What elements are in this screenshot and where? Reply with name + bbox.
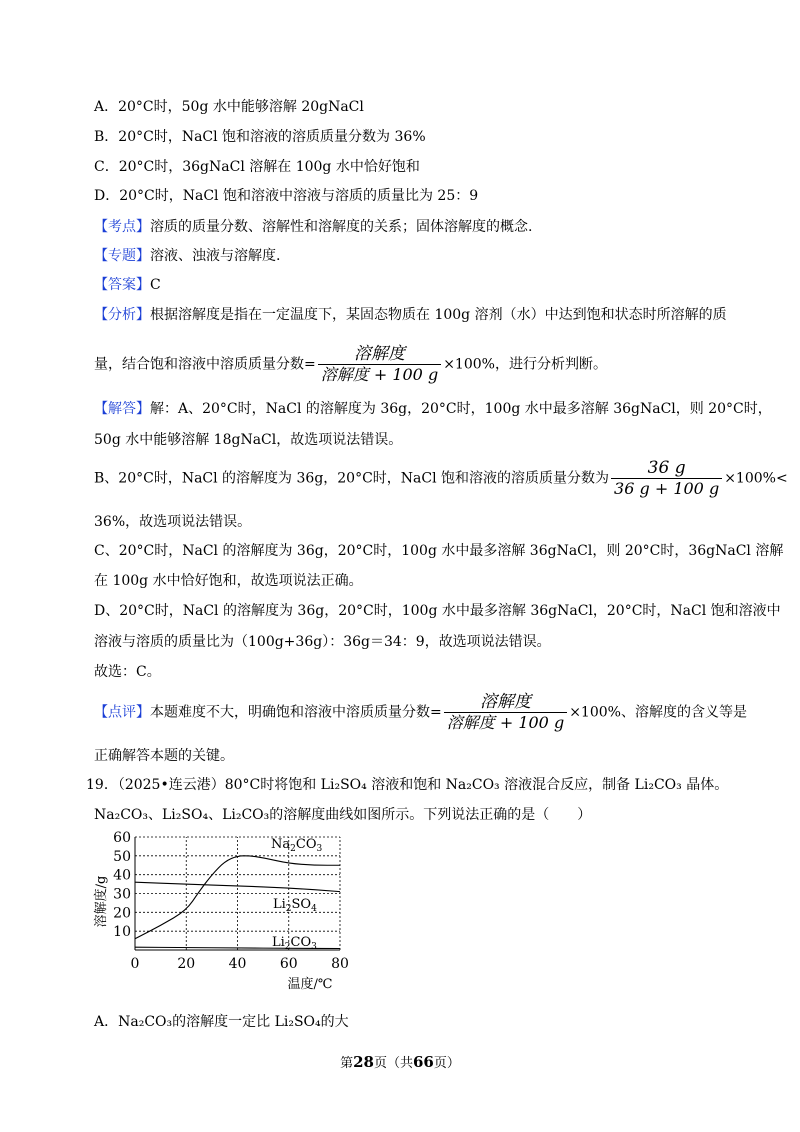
fenxi-line2 [94, 344, 607, 385]
x-tick-label: 0 [130, 956, 140, 972]
dianping-frac-den: 溶解度 + 100 g [446, 713, 565, 732]
zhuanti-text: 溶液、浊液与溶解度. [150, 248, 281, 264]
jieda-tag: 【解答】 [94, 401, 150, 417]
jieda-line2: 50g 水中能够溶解 18gNaCl，故选项说法错误。 [94, 432, 403, 448]
li2so4-label: $Li_2SO_4$ [273, 897, 317, 914]
y-tick-label: 10 [113, 924, 131, 941]
dianping-post: ×100%、溶解度的含义等是 [569, 704, 747, 721]
footer-post: 页） [433, 1056, 460, 1071]
x-tick-label: 60 [279, 956, 298, 972]
option-d-prev: D．20°C时，NaCl 饱和溶液中溶液与溶质的质量比为 25：9 [94, 188, 479, 204]
dianping-tag: 【点评】 [94, 704, 150, 721]
dianping-line2: 正确解答本题的关键。 [94, 748, 234, 764]
fenxi-text1: 根据溶解度是指在一定温度下，某固态物质在 100g 溶剂（水）中达到饱和状态时所溶解的质 [150, 307, 727, 323]
kaodian-line [94, 217, 532, 237]
y-tick-label: 40 [113, 867, 131, 884]
jieda-b-line [94, 458, 788, 499]
jieda-b-line2: 36%，故选项说法错误。 [94, 514, 252, 530]
footer-total: 66 [413, 1053, 434, 1071]
solubility-chart [88, 826, 368, 998]
x-tick-label: 80 [331, 956, 349, 972]
y-tick-label: 60 [113, 830, 131, 846]
x-tick-label: 40 [228, 956, 247, 972]
fenxi-line1 [94, 305, 727, 325]
q19-option-a: A．Na₂CO₃的溶解度一定比 Li₂SO₄的大 [94, 1014, 349, 1030]
jieda-b-fraction [611, 458, 722, 499]
jieda-text1: 解：A、20°C时，NaCl 的溶解度为 36g，20°C时，100g 水中最多溶解 36gNaCl，则 20°C时， [150, 401, 772, 417]
jieda-choice: 故选：C。 [94, 664, 161, 680]
fenxi-tag: 【分析】 [94, 307, 150, 323]
dianping-frac-num: 溶解度 [444, 692, 567, 713]
kaodian-text: 溶质的质量分数、溶解性和溶解度的关系；固体溶解度的概念. [150, 219, 533, 235]
x-axis-label: 温度/℃ [287, 977, 333, 992]
jieda-d-line1: D、20°C时，NaCl 的溶解度为 36g，20°C时，100g 水中最多溶解 36gNaCl，20°C时，NaCl 饱和溶液中 [94, 603, 781, 619]
option-b-prev: B．20°C时，NaCl 饱和溶液的溶质质量分数为 36% [94, 129, 426, 145]
page-footer [0, 1052, 800, 1071]
jieda-b-den: 36 g + 100 g [614, 479, 720, 498]
q19-line1: 19．（2025•连云港）80°C时将饱和 Li₂SO₄ 溶液和饱和 Na₂CO₃ 溶液混合反应，制备 Li₂CO₃ 晶体。 [86, 777, 729, 793]
daan-text: C [150, 277, 161, 293]
option-c-prev: C．20°C时，36gNaCl 溶解在 100g 水中恰好饱和 [94, 159, 420, 175]
fenxi-frac-num: 溶解度 [318, 344, 441, 365]
y-tick-label: 30 [113, 886, 131, 903]
footer-page: 28 [353, 1053, 374, 1071]
x-tick-label: 20 [177, 956, 196, 972]
jieda-d-line2: 溶液与溶质的质量比为（100g+36g）：36g＝34：9，故选项说法错误。 [94, 634, 551, 650]
daan-line [94, 275, 161, 295]
dianping-pre: 本题难度不大，明确饱和溶液中溶质质量分数= [150, 704, 442, 721]
kaodian-tag: 【考点】 [94, 219, 150, 235]
jieda-c-line1: C、20°C时，NaCl 的溶解度为 36g，20°C时，100g 水中最多溶解 36gNaCl，则 20°C时，36gNaCl 溶解 [94, 543, 784, 559]
footer-mid: 页（共 [373, 1056, 413, 1071]
option-a-prev: A．20°C时，50g 水中能够溶解 20gNaCl [94, 99, 364, 115]
fenxi-frac-den: 溶解度 + 100 g [320, 365, 439, 384]
fenxi-text2-pre: 量，结合饱和溶液中溶质质量分数= [94, 356, 316, 373]
y-axis-label: 溶解度/g [94, 875, 109, 928]
daan-tag: 【答案】 [94, 277, 150, 293]
footer-pre: 第 [340, 1056, 354, 1071]
zhuanti-tag: 【专题】 [94, 248, 150, 264]
q19-line2: Na₂CO₃、Li₂SO₄、Li₂CO₃的溶解度曲线如图所示。下列说法正确的是（ ） [94, 807, 592, 823]
jieda-b-num: 36 g [611, 458, 722, 479]
zhuanti-line [94, 246, 280, 266]
y-tick-label: 20 [113, 905, 131, 922]
fenxi-text2-post: ×100%，进行分析判断。 [443, 356, 607, 373]
na2co3-label: $Na_2CO_3$ [271, 837, 323, 854]
jieda-line1 [94, 399, 772, 419]
fenxi-fraction [318, 344, 441, 385]
li2co3-label: $Li_2CO_3$ [272, 935, 317, 952]
y-tick-label: 50 [113, 848, 131, 865]
li2so4-curve [135, 882, 340, 891]
jieda-b-pre: B、20°C时，NaCl 的溶解度为 36g，20°C时，NaCl 饱和溶液的溶质质量分数为 [94, 470, 610, 487]
jieda-c-line2: 在 100g 水中恰好饱和，故选项说法正确。 [94, 573, 363, 589]
dianping-fraction [444, 692, 567, 733]
jieda-b-post: ×100%< [724, 470, 788, 487]
dianping-line1 [94, 692, 747, 733]
